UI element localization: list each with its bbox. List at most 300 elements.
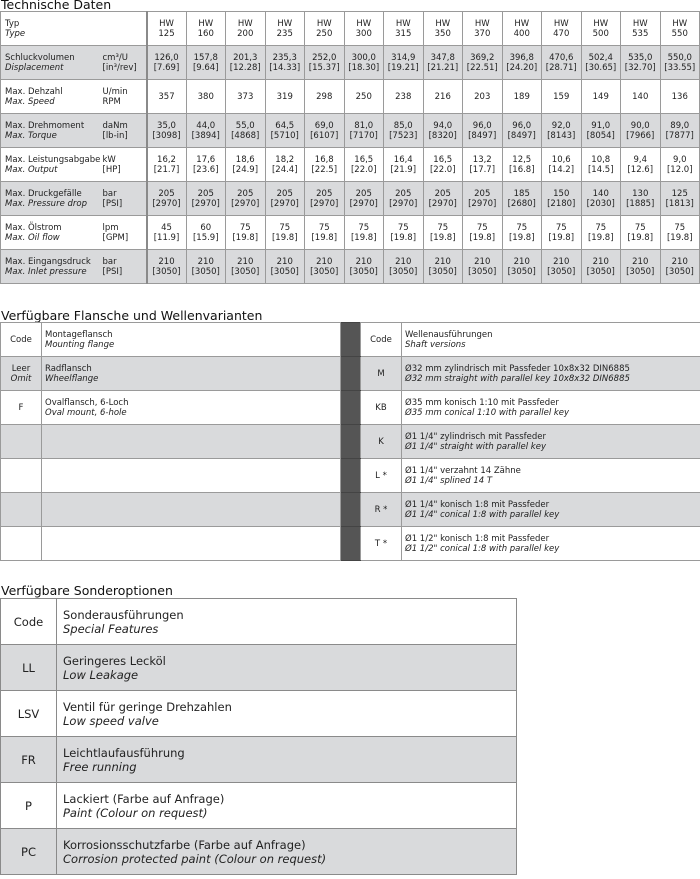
text-de: 314,9 bbox=[391, 52, 416, 63]
text-de: 75 bbox=[674, 222, 686, 233]
text-de: [3050] bbox=[547, 266, 576, 277]
text-de: [21.9] bbox=[390, 164, 417, 175]
type-label bbox=[1, 12, 101, 46]
text-de: 18,2 bbox=[275, 154, 295, 165]
model-header bbox=[423, 12, 463, 46]
text-de: 373 bbox=[237, 91, 254, 102]
text-de: [19.8] bbox=[548, 232, 575, 243]
text-de: [5710] bbox=[270, 130, 299, 141]
text-de: 136 bbox=[671, 91, 688, 102]
text-de: M bbox=[377, 368, 385, 379]
text-de: 252,0 bbox=[312, 52, 337, 63]
column-separator bbox=[341, 493, 361, 527]
row-unit bbox=[101, 114, 147, 148]
text-de: 12,5 bbox=[512, 154, 532, 165]
table-row bbox=[1, 527, 700, 561]
text-de: 357 bbox=[158, 91, 175, 102]
value-cell bbox=[423, 182, 463, 216]
value-cell bbox=[147, 250, 187, 284]
shaft-code bbox=[361, 357, 402, 391]
text-de: lpm bbox=[102, 222, 119, 233]
shaft-code bbox=[361, 425, 402, 459]
text-de: 125 bbox=[158, 28, 175, 39]
text-de: [14.5] bbox=[587, 164, 614, 175]
text-de: 400 bbox=[513, 28, 530, 39]
text-de: 216 bbox=[434, 91, 451, 102]
text-de: 75 bbox=[476, 222, 488, 233]
text-de: 75 bbox=[318, 222, 330, 233]
row-unit bbox=[101, 148, 147, 182]
text-de: [11.9] bbox=[153, 232, 180, 243]
flange-desc bbox=[42, 527, 341, 561]
text-de: Ø1 1/2" konisch 1:8 mit Passfeder bbox=[405, 533, 550, 544]
value-cell bbox=[621, 182, 661, 216]
text-de: HW bbox=[435, 18, 451, 29]
value-cell bbox=[581, 80, 621, 114]
text-de: 16,8 bbox=[314, 154, 334, 165]
value-cell bbox=[186, 46, 226, 80]
value-cell bbox=[344, 148, 384, 182]
text-de: 9,0 bbox=[672, 154, 687, 165]
text-en: Oval mount, 6-hole bbox=[45, 407, 127, 418]
text-de: [3050] bbox=[389, 266, 418, 277]
table-header-row bbox=[1, 12, 700, 46]
text-de: 45 bbox=[161, 222, 172, 233]
table-row bbox=[1, 357, 700, 391]
text-de: [19.8] bbox=[271, 232, 298, 243]
text-de: 319 bbox=[276, 91, 293, 102]
flange-shaft-table bbox=[0, 322, 700, 561]
text-de: 250 bbox=[355, 91, 372, 102]
text-de: [19.8] bbox=[311, 232, 338, 243]
text-de: [24.9] bbox=[232, 164, 259, 175]
text-de: Sonderausführungen bbox=[63, 607, 184, 622]
text-de: Max. Leistungsabgabe bbox=[5, 154, 101, 165]
text-de: [3050] bbox=[468, 266, 497, 277]
text-de: RPM bbox=[102, 96, 121, 107]
text-de: Korrosionsschutzfarbe (Farbe auf Anfrage) bbox=[63, 837, 306, 852]
text-en: Corrosion protected paint (Colour on request) bbox=[63, 851, 327, 866]
text-de: 75 bbox=[437, 222, 449, 233]
value-cell bbox=[265, 114, 305, 148]
value-cell bbox=[463, 216, 503, 250]
column-separator bbox=[341, 391, 361, 425]
text-de: 210 bbox=[276, 256, 293, 267]
text-de: HW bbox=[237, 18, 253, 29]
option-code bbox=[1, 691, 57, 737]
value-cell bbox=[542, 80, 582, 114]
value-cell bbox=[463, 114, 503, 148]
model-header bbox=[147, 12, 187, 46]
row-unit bbox=[101, 216, 147, 250]
text-de: [8497] bbox=[468, 130, 497, 141]
text-de: 150 bbox=[553, 188, 570, 199]
text-de: daNm bbox=[102, 120, 128, 131]
text-de: [14.2] bbox=[548, 164, 575, 175]
text-de: [lb-in] bbox=[102, 130, 128, 141]
option-desc bbox=[57, 829, 517, 875]
text-de: 125 bbox=[671, 188, 688, 199]
text-de: [2970] bbox=[191, 198, 220, 209]
text-de: R * bbox=[374, 504, 388, 515]
table-row bbox=[1, 182, 700, 216]
special-options-table bbox=[0, 598, 517, 875]
text-de: Ø1 1/4" konisch 1:8 mit Passfeder bbox=[405, 499, 550, 510]
model-header bbox=[502, 12, 542, 46]
text-de: [18.30] bbox=[348, 62, 380, 73]
value-cell bbox=[621, 250, 661, 284]
text-en: Max. Output bbox=[5, 164, 58, 175]
text-de: 94,0 bbox=[433, 120, 453, 131]
value-cell bbox=[147, 182, 187, 216]
text-de: [2970] bbox=[270, 198, 299, 209]
text-de: 205 bbox=[395, 188, 412, 199]
column-separator bbox=[341, 425, 361, 459]
value-cell bbox=[502, 182, 542, 216]
value-cell bbox=[226, 148, 266, 182]
value-cell bbox=[423, 114, 463, 148]
value-cell bbox=[621, 114, 661, 148]
row-unit bbox=[101, 46, 147, 80]
text-en: Max. Inlet pressure bbox=[5, 266, 87, 277]
row-unit bbox=[101, 250, 147, 284]
flange-desc bbox=[42, 493, 341, 527]
text-de: 13,2 bbox=[472, 154, 492, 165]
value-cell bbox=[186, 114, 226, 148]
text-de: Ø1 1/4" zylindrisch mit Passfeder bbox=[405, 431, 546, 442]
flange-title: Verfügbare Flansche und Wellenvarianten bbox=[1, 308, 263, 323]
text-en: Ø35 mm conical 1:10 with parallel key bbox=[405, 407, 570, 418]
text-de: 75 bbox=[239, 222, 251, 233]
value-cell bbox=[305, 46, 345, 80]
value-cell bbox=[660, 148, 700, 182]
text-en: Mounting flange bbox=[45, 339, 115, 350]
text-de: LSV bbox=[17, 706, 40, 721]
value-cell bbox=[305, 114, 345, 148]
text-en: Low Leakage bbox=[63, 667, 139, 682]
text-de: kW bbox=[102, 154, 116, 165]
text-de: [12.6] bbox=[627, 164, 654, 175]
text-en: Displacement bbox=[5, 62, 64, 73]
text-de: [12.28] bbox=[229, 62, 261, 73]
value-cell bbox=[344, 114, 384, 148]
text-de: 235 bbox=[276, 28, 293, 39]
text-de: 205 bbox=[197, 188, 214, 199]
value-cell bbox=[660, 182, 700, 216]
text-de: 44,0 bbox=[196, 120, 216, 131]
text-de: [3050] bbox=[349, 266, 378, 277]
value-cell bbox=[147, 46, 187, 80]
value-cell bbox=[384, 216, 424, 250]
text-de: [23.6] bbox=[192, 164, 219, 175]
value-cell bbox=[226, 182, 266, 216]
text-de: HW bbox=[593, 18, 609, 29]
text-de: [3050] bbox=[428, 266, 457, 277]
flange-desc bbox=[42, 425, 341, 459]
text-en: Low speed valve bbox=[63, 713, 159, 728]
table-row bbox=[1, 80, 700, 114]
text-de: [24.4] bbox=[271, 164, 298, 175]
value-cell bbox=[581, 182, 621, 216]
row-label bbox=[1, 216, 101, 250]
value-cell bbox=[265, 80, 305, 114]
text-de: [19.8] bbox=[350, 232, 377, 243]
text-de: Max. Drehmoment bbox=[5, 120, 85, 131]
value-cell bbox=[186, 80, 226, 114]
table-row bbox=[1, 493, 700, 527]
text-de: [3050] bbox=[191, 266, 220, 277]
shaft-desc bbox=[402, 527, 700, 561]
model-header bbox=[186, 12, 226, 46]
text-de: [PSI] bbox=[102, 266, 123, 277]
tech-data-title: Technische Daten bbox=[1, 0, 112, 12]
shaft-desc bbox=[402, 391, 700, 425]
text-de: 16,4 bbox=[393, 154, 413, 165]
value-cell bbox=[186, 182, 226, 216]
text-de: P bbox=[25, 798, 32, 813]
text-de: 90,0 bbox=[630, 120, 650, 131]
text-de: Max. Druckgefälle bbox=[5, 188, 82, 199]
value-cell bbox=[384, 46, 424, 80]
row-label bbox=[1, 80, 101, 114]
text-de: [2970] bbox=[349, 198, 378, 209]
value-cell bbox=[502, 80, 542, 114]
text-de: [HP] bbox=[102, 164, 121, 175]
text-de: [2970] bbox=[468, 198, 497, 209]
text-de: [PSI] bbox=[102, 198, 123, 209]
text-de: HW bbox=[356, 18, 372, 29]
text-de: [GPM] bbox=[102, 232, 129, 243]
row-label bbox=[1, 148, 101, 182]
text-de: 75 bbox=[595, 222, 607, 233]
text-de: [2970] bbox=[231, 198, 260, 209]
text-de: FR bbox=[21, 752, 36, 767]
text-de: [32.70] bbox=[624, 62, 656, 73]
text-en: Ø1 1/4" straight with parallel key bbox=[405, 441, 546, 452]
value-cell bbox=[621, 216, 661, 250]
code-header bbox=[1, 323, 42, 357]
text-de: [19.8] bbox=[587, 232, 614, 243]
shaft-code bbox=[361, 527, 402, 561]
text-de: [7.69] bbox=[153, 62, 180, 73]
value-cell bbox=[186, 250, 226, 284]
value-cell bbox=[542, 250, 582, 284]
special-title: Verfügbare Sonderoptionen bbox=[1, 583, 173, 598]
text-de: 210 bbox=[395, 256, 412, 267]
text-en: Ø1 1/4" splined 14 T bbox=[405, 475, 493, 486]
text-de: [2970] bbox=[310, 198, 339, 209]
value-cell bbox=[186, 216, 226, 250]
text-de: [33.55] bbox=[664, 62, 696, 73]
text-de: 210 bbox=[355, 256, 372, 267]
text-de: 64,5 bbox=[275, 120, 295, 131]
shaft-code bbox=[361, 391, 402, 425]
row-label bbox=[1, 46, 101, 80]
text-de: [8497] bbox=[507, 130, 536, 141]
value-cell bbox=[265, 250, 305, 284]
value-cell bbox=[542, 216, 582, 250]
text-de: Lackiert (Farbe auf Anfrage) bbox=[63, 791, 225, 806]
value-cell bbox=[502, 216, 542, 250]
text-de: Ovalflansch, 6-Loch bbox=[45, 397, 129, 408]
text-de: Ø32 mm zylindrisch mit Passfeder 10x8x32 DIN6885 bbox=[405, 363, 630, 374]
value-cell bbox=[581, 46, 621, 80]
text-de: Max. Eingangsdruck bbox=[5, 256, 91, 267]
text-de: 140 bbox=[632, 91, 649, 102]
text-de: 210 bbox=[474, 256, 491, 267]
text-de: 200 bbox=[237, 28, 254, 39]
text-de: 205 bbox=[316, 188, 333, 199]
flange-code bbox=[1, 391, 42, 425]
text-de: [2680] bbox=[507, 198, 536, 209]
text-de: 210 bbox=[434, 256, 451, 267]
table-row bbox=[1, 114, 700, 148]
flange-desc bbox=[42, 357, 341, 391]
row-unit bbox=[101, 80, 147, 114]
flange-code bbox=[1, 425, 42, 459]
text-de: 160 bbox=[197, 28, 214, 39]
shaft-code bbox=[361, 459, 402, 493]
table-row bbox=[1, 216, 700, 250]
text-en: Wheelflange bbox=[45, 373, 99, 384]
option-desc bbox=[57, 737, 517, 783]
value-cell bbox=[423, 80, 463, 114]
text-de: [7877] bbox=[665, 130, 694, 141]
table-row bbox=[1, 645, 517, 691]
flange-code bbox=[1, 459, 42, 493]
model-header bbox=[305, 12, 345, 46]
text-de: 16,5 bbox=[433, 154, 453, 165]
value-cell bbox=[660, 114, 700, 148]
value-cell bbox=[621, 148, 661, 182]
text-en: Ø32 mm straight with parallel key 10x8x32 DIN6885 bbox=[405, 373, 630, 384]
text-de: [7966] bbox=[626, 130, 655, 141]
flange-code bbox=[1, 527, 42, 561]
row-label bbox=[1, 182, 101, 216]
special-features-header bbox=[57, 599, 517, 645]
text-de: 69,0 bbox=[314, 120, 334, 131]
column-separator bbox=[341, 527, 361, 561]
text-de: 370 bbox=[474, 28, 491, 39]
option-code bbox=[1, 829, 57, 875]
text-de: Montageflansch bbox=[45, 329, 113, 340]
text-de: [17.7] bbox=[469, 164, 496, 175]
table-row bbox=[1, 783, 517, 829]
column-separator bbox=[341, 357, 361, 391]
text-de: 205 bbox=[276, 188, 293, 199]
text-de: [19.8] bbox=[666, 232, 693, 243]
shaft-desc bbox=[402, 357, 700, 391]
text-de: [3050] bbox=[231, 266, 260, 277]
text-de: Ø35 mm konisch 1:10 mit Passfeder bbox=[405, 397, 559, 408]
model-header bbox=[265, 12, 305, 46]
text-de: 126,0 bbox=[154, 52, 179, 63]
value-cell bbox=[423, 148, 463, 182]
text-de: [4868] bbox=[231, 130, 260, 141]
table-row bbox=[1, 148, 700, 182]
table-row bbox=[1, 737, 517, 783]
text-de: 89,0 bbox=[670, 120, 690, 131]
text-de: 96,0 bbox=[472, 120, 492, 131]
text-de: 60 bbox=[200, 222, 212, 233]
text-de: HW bbox=[159, 18, 174, 29]
text-de: 210 bbox=[671, 256, 688, 267]
value-cell bbox=[502, 148, 542, 182]
text-de: 535,0 bbox=[628, 52, 653, 63]
value-cell bbox=[542, 182, 582, 216]
text-de: 210 bbox=[592, 256, 609, 267]
text-de: [19.8] bbox=[627, 232, 654, 243]
text-de: 210 bbox=[513, 256, 530, 267]
text-en: Omit bbox=[10, 373, 32, 384]
text-en: Ø1 1/4" conical 1:8 with parallel key bbox=[405, 509, 560, 520]
text-de: HW bbox=[395, 18, 411, 29]
text-de: U/min bbox=[102, 86, 128, 97]
option-desc bbox=[57, 783, 517, 829]
text-en: Max. Speed bbox=[5, 96, 55, 107]
text-de: 205 bbox=[158, 188, 175, 199]
value-cell bbox=[305, 216, 345, 250]
text-de: 35,0 bbox=[157, 120, 176, 131]
text-de: 205 bbox=[474, 188, 491, 199]
text-de: [8320] bbox=[428, 130, 457, 141]
text-de: [15.37] bbox=[308, 62, 340, 73]
text-de: [3894] bbox=[191, 130, 220, 141]
text-en: Type bbox=[5, 28, 26, 39]
text-de: [24.20] bbox=[506, 62, 538, 73]
option-desc bbox=[57, 645, 517, 691]
value-cell bbox=[384, 182, 424, 216]
value-cell bbox=[147, 148, 187, 182]
value-cell bbox=[581, 148, 621, 182]
table-row bbox=[1, 391, 700, 425]
value-cell bbox=[463, 250, 503, 284]
value-cell bbox=[621, 80, 661, 114]
text-en: Free running bbox=[63, 759, 137, 774]
model-header bbox=[621, 12, 661, 46]
model-header bbox=[542, 12, 582, 46]
text-de: 205 bbox=[434, 188, 451, 199]
text-de: [19.8] bbox=[508, 232, 535, 243]
value-cell bbox=[542, 46, 582, 80]
text-de: 203 bbox=[474, 91, 491, 102]
text-de: 550,0 bbox=[667, 52, 692, 63]
text-de: 210 bbox=[632, 256, 649, 267]
text-de: [3050] bbox=[665, 266, 694, 277]
value-cell bbox=[423, 250, 463, 284]
text-de: HW bbox=[632, 18, 648, 29]
text-de: 75 bbox=[555, 222, 567, 233]
text-de: KB bbox=[375, 402, 387, 413]
text-de: 75 bbox=[279, 222, 291, 233]
table-header-row bbox=[1, 599, 517, 645]
text-de: 10,6 bbox=[551, 154, 571, 165]
value-cell bbox=[542, 114, 582, 148]
text-de: [21.21] bbox=[427, 62, 459, 73]
flange-desc bbox=[42, 459, 341, 493]
text-de: [3050] bbox=[152, 266, 181, 277]
text-de: Wellenausführungen bbox=[405, 329, 493, 340]
text-de: Code bbox=[10, 334, 32, 345]
text-en: Shaft versions bbox=[405, 339, 466, 350]
text-de: 149 bbox=[592, 91, 609, 102]
value-cell bbox=[344, 182, 384, 216]
column-separator bbox=[341, 323, 361, 357]
table-row bbox=[1, 829, 517, 875]
value-cell bbox=[384, 80, 424, 114]
value-cell bbox=[621, 46, 661, 80]
value-cell bbox=[660, 250, 700, 284]
